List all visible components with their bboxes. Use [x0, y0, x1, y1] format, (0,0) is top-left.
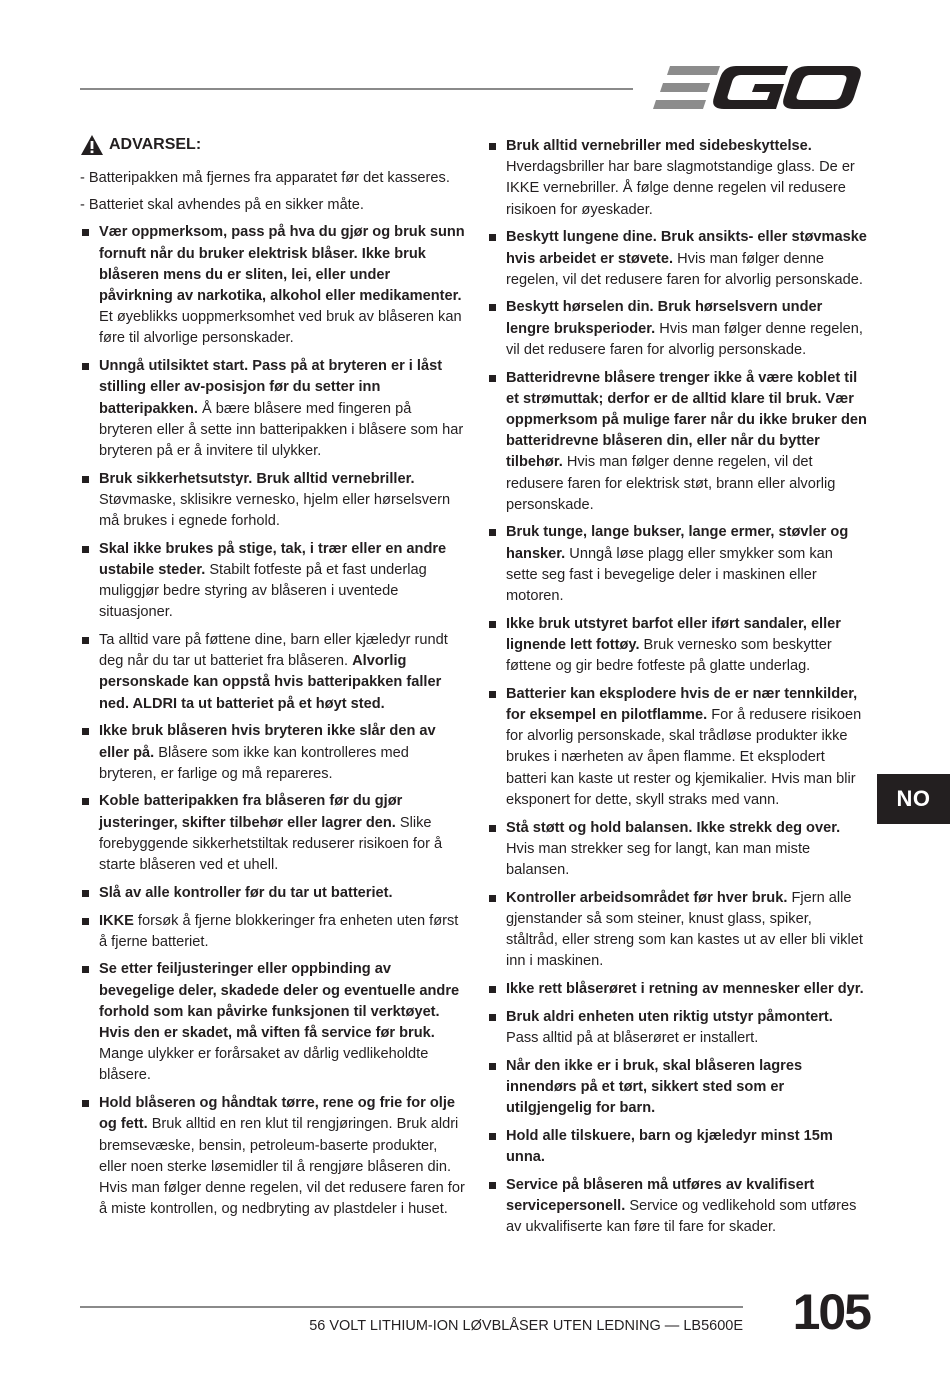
- bullet-square-icon: [489, 691, 496, 698]
- safety-item: Service på blåseren må utføres av kvalifisert servicepersonell. Service og vedlikehold som utføres av ukvalifiserte kan føre til fare for skader.: [487, 1175, 867, 1239]
- bullet-square-icon: [82, 890, 89, 897]
- safety-item: Batterier kan eksplodere hvis de er nær tennkilder, for eksempel en pilotflamme. For å redusere risikoen for alvorlig personskade, skal trådløse produkter ikke brukes i nærheten av åpen flamme. Et eksplodert batteri kan kaste ut rester og kjemikalier. Hvis man blir eksponert for dette, skyll straks med vann.: [487, 684, 867, 811]
- safety-item: Skal ikke brukes på stige, tak, i trær eller en andre ustabile steder. Stabilt fotfeste på et fast underlag muliggjør bedre styring av blåseren i uventede situasjoner.: [80, 539, 465, 624]
- bullet-square-icon: [489, 375, 496, 382]
- bullet-square-icon: [489, 825, 496, 832]
- safety-item: Ikke bruk utstyret barfot eller iført sandaler, eller lignende lett fottøy. Bruk vernesko som beskytter føttene og gir bedre fotfeste på glatte underlag.: [487, 614, 867, 678]
- safety-item: Ikke bruk blåseren hvis bryteren ikke slår den av eller på. Blåsere som ikke kan kontrolleres med bryteren, er farlige og må repareres.: [80, 721, 465, 785]
- bullet-square-icon: [489, 621, 496, 628]
- safety-item: Koble batteripakken fra blåseren før du gjør justeringer, skifter tilbehør eller lagrer den. Slike forebyggende sikkerhetstiltak reduserer risikoen for å starte blåseren ved et uhell.: [80, 791, 465, 876]
- safety-item: Batteridrevne blåsere trenger ikke å være koblet til et strømuttak; derfor er de alltid klare til bruk. Vær oppmerksom på mulige farer når du ikke bruker den batteridrevne blåseren din, eller når du bytter tilbehør. Hvis man følger denne regelen, vil det redusere faren for elektrisk støt, brann eller alvorlig personskade.: [487, 368, 867, 516]
- page-number: 105: [792, 1284, 870, 1340]
- safety-item: Bruk alltid vernebriller med sidebeskyttelse. Hverdagsbriller har bare slagmotstandige glass. De er IKKE vernebriller. Å følge denne regelen vil redusere risikoen for øyeskader.: [487, 136, 867, 221]
- safety-item: Bruk sikkerhetsutstyr. Bruk alltid vernebriller. Støvmaske, sklisikre vernesko, hjelm eller hørselsvern må brukes i egnede forhold.: [80, 469, 465, 533]
- bullet-square-icon: [82, 546, 89, 553]
- bullet-square-icon: [82, 363, 89, 370]
- bullet-square-icon: [82, 798, 89, 805]
- bullet-square-icon: [489, 304, 496, 311]
- warning-title: ADVARSEL:: [109, 136, 202, 154]
- right-column: [487, 136, 867, 1245]
- header-rule: [80, 88, 633, 90]
- safety-item: Hold blåseren og håndtak tørre, rene og frie for olje og fett. Bruk alltid en ren klut til rengjøringen. Bruk aldri bremsevæske, bensin, petroleum-baserte produkter, eller noen sterke løsemidler til å rengjøre blåseren din. Hvis man følger denne regelen, vil det redusere faren for å miste kontrollen, og nedbryting av plastdeler i huset.: [80, 1093, 465, 1220]
- bullet-square-icon: [82, 728, 89, 735]
- safety-item: Unngå utilsiktet start. Pass på at bryteren er i låst stilling eller av-posisjon før du setter inn batteripakken. Å bære blåsere med fingeren på bryteren eller å sette inn batteripakken i blåsere som har bryteren på er å invitere til ulykker.: [80, 356, 465, 462]
- warning-triangle-icon: [80, 134, 104, 156]
- safety-item: IKKE forsøk å fjerne blokkeringer fra enheten uten først å fjerne batteriet.: [80, 911, 465, 953]
- warning-heading: [80, 134, 465, 156]
- safety-item: Bruk tunge, lange bukser, lange ermer, støvler og hansker. Unngå løse plagg eller smykker som kan sette seg fast i bevegelige deler i maskinen eller motoren.: [487, 522, 867, 607]
- footer-rule: [80, 1306, 743, 1308]
- bullet-square-icon: [489, 1063, 496, 1070]
- bullet-square-icon: [489, 986, 496, 993]
- bullet-square-icon: [489, 529, 496, 536]
- safety-item: Beskytt lungene dine. Bruk ansikts- eller støvmaske hvis arbeidet er støvete. Hvis man følger denne regelen, vil det redusere faren for alvorlig personskade.: [487, 227, 867, 291]
- safety-item: Vær oppmerksom, pass på hva du gjør og bruk sunn fornuft når du bruker elektrisk blåser. Ikke bruk blåseren mens du er sliten, lei, eller under påvirkning av narkotika, alkohol eller medikamenter. Et øyeblikks uoppmerksomhet ved bruk av blåseren kan føre til alvorlige personskader.: [80, 222, 465, 349]
- bullet-square-icon: [489, 234, 496, 241]
- bullet-square-icon: [82, 918, 89, 925]
- bullet-square-icon: [82, 637, 89, 644]
- safety-item: Stå støtt og hold balansen. Ikke strekk deg over. Hvis man strekker seg for langt, kan man miste balansen.: [487, 818, 867, 882]
- safety-item: Slå av alle kontroller før du tar ut batteriet.: [80, 883, 465, 904]
- safety-item: Bruk aldri enheten uten riktig utstyr påmontert. Pass alltid på at blåserøret er installert.: [487, 1007, 867, 1049]
- intro-line: - Batteripakken må fjernes fra apparatet før det kasseres.: [80, 170, 450, 186]
- safety-item: Se etter feiljusteringer eller oppbinding av bevegelige deler, skadede deler og eventuelle andre forhold som kan påvirke funksjonen til verktøyet. Hvis den er skadet, må viften få service før bruk. Mange ulykker er forårsaket av dårlig vedlikeholdte blåsere.: [80, 959, 465, 1086]
- ego-logo: [650, 62, 862, 114]
- left-column: [80, 134, 465, 1227]
- bullet-square-icon: [489, 1014, 496, 1021]
- language-tab: NO: [877, 774, 950, 824]
- safety-item: Kontroller arbeidsområdet før hver bruk. Fjern alle gjenstander så som steiner, knust glass, spiker, ståltråd, eller streng som kan kastes ut av eller bli viklet inn i maskinen.: [487, 888, 867, 973]
- bullet-square-icon: [489, 895, 496, 902]
- bullet-square-icon: [82, 1100, 89, 1107]
- footer-title: 56 VOLT LITHIUM-ION LØVBLÅSER UTEN LEDNING — LB5600E: [309, 1318, 743, 1334]
- safety-item: Når den ikke er i bruk, skal blåseren lagres innendørs på et tørt, sikkert sted som er utilgjengelig for barn.: [487, 1056, 867, 1120]
- bullet-square-icon: [82, 966, 89, 973]
- safety-item: Beskytt hørselen din. Bruk hørselsvern under lengre bruksperioder. Hvis man følger denne regelen, vil det redusere faren for alvorlig personskade.: [487, 297, 867, 361]
- safety-item: Ta alltid vare på føttene dine, barn eller kjæledyr rundt deg når du tar ut batteriet fra blåseren. Alvorlig personskade kan oppstå hvis batteripakken faller ned. ALDRI ta ut batteriet på et høyt sted.: [80, 630, 465, 715]
- safety-item: Ikke rett blåserøret i retning av mennesker eller dyr.: [487, 979, 867, 1000]
- safety-item: Hold alle tilskuere, barn og kjæledyr minst 15m unna.: [487, 1126, 867, 1168]
- bullet-square-icon: [489, 1182, 496, 1189]
- bullet-square-icon: [489, 143, 496, 150]
- bullet-square-icon: [82, 229, 89, 236]
- intro-line: - Batteriet skal avhendes på en sikker måte.: [80, 197, 364, 214]
- bullet-square-icon: [82, 476, 89, 483]
- bullet-square-icon: [489, 1133, 496, 1140]
